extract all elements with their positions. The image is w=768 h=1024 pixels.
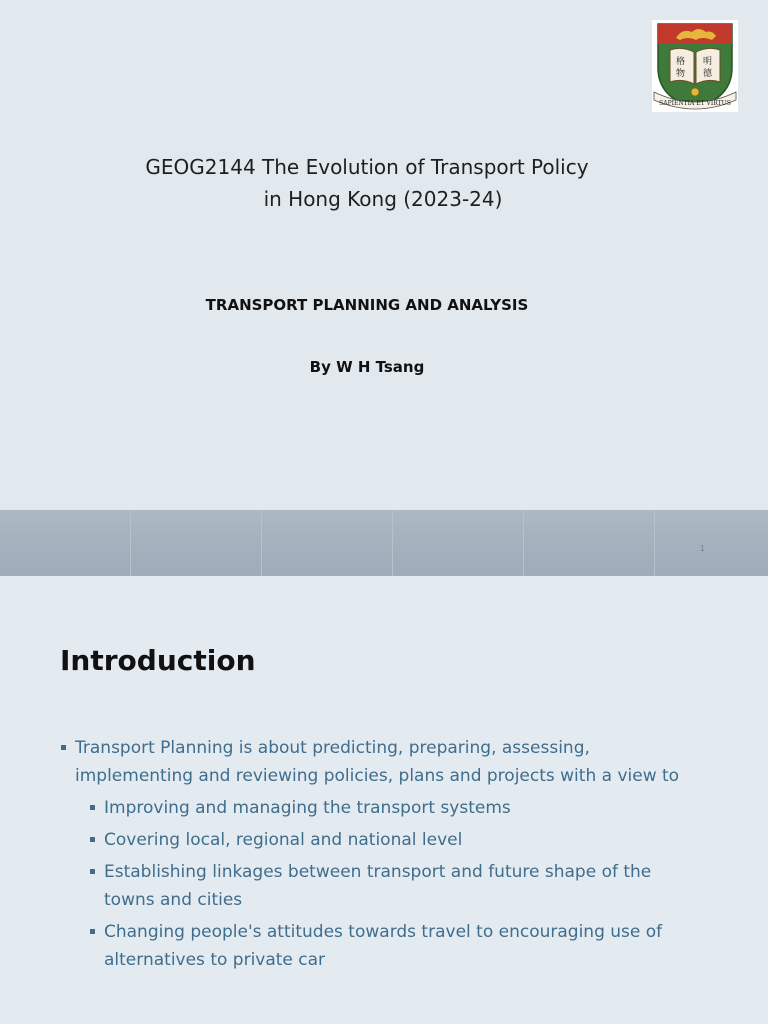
page-number: 1 xyxy=(700,544,705,553)
bullet-square-icon xyxy=(90,869,95,874)
crest-book-char-3: 明 xyxy=(703,57,713,67)
footer-band-tile xyxy=(655,510,768,576)
footer-band-tile xyxy=(262,510,393,576)
list-item xyxy=(89,794,700,822)
list-item xyxy=(60,734,700,790)
list-item-text: Establishing linkages between transport and future shape of the towns and cities xyxy=(104,862,652,910)
introduction-slide xyxy=(0,576,768,1024)
list-item xyxy=(89,826,700,854)
list-item xyxy=(89,918,700,974)
list-item-text: Improving and managing the transport systems xyxy=(104,798,511,818)
bullet-square-icon xyxy=(90,805,95,810)
bullet-square-icon xyxy=(61,745,66,750)
list-item-text: Covering local, regional and national level xyxy=(104,830,463,850)
crest-book-char-1: 格 xyxy=(676,57,686,67)
university-crest-icon xyxy=(652,20,738,112)
slide-author: By W H Tsang xyxy=(309,358,425,376)
list-item-text: Changing people's attitudes towards travel to encouraging use of alternatives to private car xyxy=(104,922,663,970)
crest-motto: SAPIENTIA ET VIRTUS xyxy=(659,100,731,107)
bullet-square-icon xyxy=(90,837,95,842)
bullet-square-icon xyxy=(90,929,95,934)
footer-band-tile xyxy=(131,510,262,576)
footer-band-tile xyxy=(0,510,131,576)
crest-book-char-2: 物 xyxy=(676,69,686,79)
bullet-list xyxy=(60,734,700,978)
list-item xyxy=(89,858,700,914)
list-item-text: Transport Planning is about predicting, preparing, assessing, implementing and reviewing policies, plans and projects with a view to xyxy=(75,738,680,786)
footer-band-tile xyxy=(393,510,524,576)
page-title-line-1: GEOG2144 The Evolution of Transport Policy xyxy=(145,155,589,179)
footer-band xyxy=(0,510,768,576)
page-title-line-2: in Hong Kong (2023-24) xyxy=(263,187,503,211)
footer-band-tile xyxy=(524,510,655,576)
section-heading: Introduction xyxy=(60,644,256,677)
slide-subtitle: TRANSPORT PLANNING AND ANALYSIS xyxy=(205,296,529,314)
crest-book-char-4: 德 xyxy=(703,69,713,79)
